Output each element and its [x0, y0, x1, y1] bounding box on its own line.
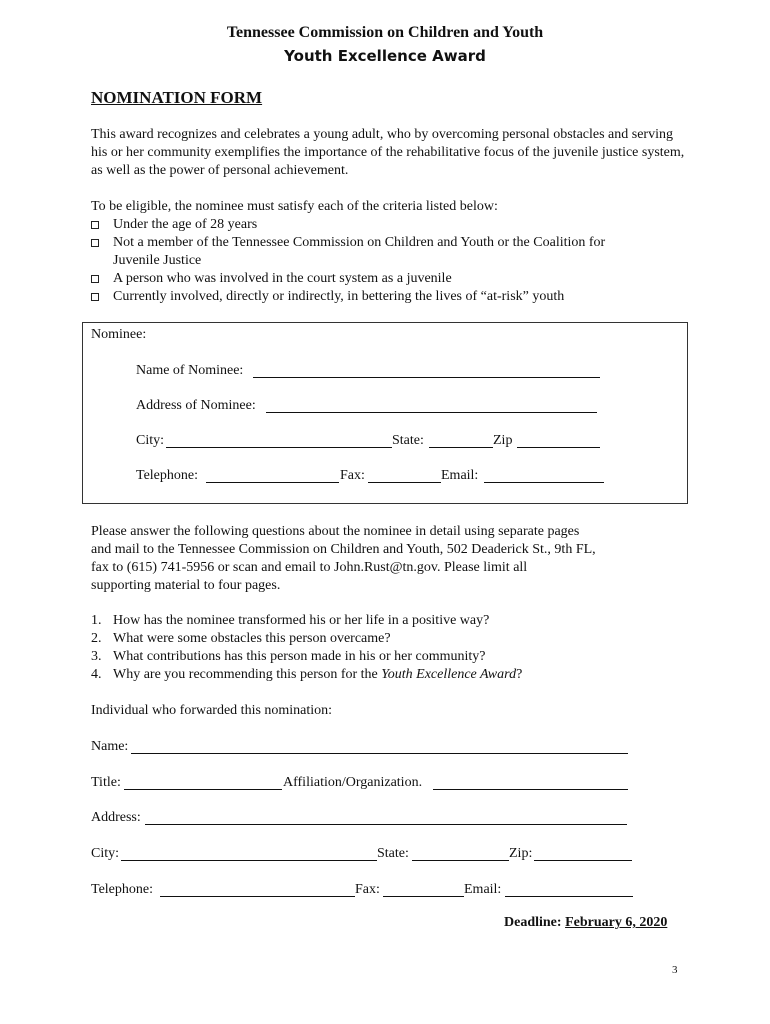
nominee-telephone-field[interactable]: [206, 482, 339, 483]
criteria-item: A person who was involved in the court system as a juvenile: [91, 270, 691, 288]
criteria-item: Currently involved, directly or indirectly, in bettering the lives of “at-risk” youth: [91, 288, 691, 306]
forwarder-heading: Individual who forwarded this nomination:: [91, 703, 333, 718]
nominee-heading: Nominee:: [91, 327, 147, 342]
forwarder-email-field[interactable]: [505, 896, 633, 897]
forwarder-zip-field[interactable]: [534, 860, 632, 861]
nominee-zip-label: Zip: [493, 433, 513, 448]
forwarder-title-label: Title:: [91, 775, 121, 790]
forwarder-city-label: City:: [91, 846, 120, 861]
criteria-item: Under the age of 28 years: [91, 216, 691, 234]
forwarder-fax-label: Fax:: [355, 882, 380, 897]
nominee-state-label: State:: [392, 433, 424, 448]
question-item: 4. Why are you recommending this person for the Youth Excellence Award?: [91, 667, 523, 682]
forwarder-state-field[interactable]: [412, 860, 509, 861]
nominee-telephone-label: Telephone:: [136, 468, 198, 483]
award-title: Youth Excellence Award: [284, 47, 486, 65]
forwarder-telephone-field[interactable]: [160, 896, 355, 897]
nominee-state-field[interactable]: [429, 447, 493, 448]
forwarder-title-field[interactable]: [124, 789, 282, 790]
checkbox-bullet-icon: [91, 293, 99, 301]
forwarder-name-field[interactable]: [131, 753, 628, 754]
eligibility-lead: To be eligible, the nominee must satisfy each of the criteria listed below:: [91, 199, 498, 214]
award-name-emphasis: Youth Excellence Award: [381, 667, 517, 682]
nominee-email-field[interactable]: [484, 482, 604, 483]
question-item: 3. What contributions has this person made in his or her community?: [91, 649, 486, 664]
forwarder-name-label: Name:: [91, 739, 129, 754]
forwarder-affiliation-field[interactable]: [433, 789, 628, 790]
nominee-city-field[interactable]: [166, 447, 392, 448]
nominee-address-field[interactable]: [266, 412, 597, 413]
forwarder-address-label: Address:: [91, 810, 141, 825]
org-title: Tennessee Commission on Children and Youth: [226, 24, 544, 41]
forwarder-zip-label: Zip:: [509, 846, 533, 861]
page-number: 3: [672, 964, 678, 976]
nominee-address-label: Address of Nominee:: [136, 398, 256, 413]
nominee-city-label: City:: [136, 433, 165, 448]
checkbox-bullet-icon: [91, 221, 99, 229]
deadline-label: Deadline:: [504, 915, 562, 930]
nominee-zip-field[interactable]: [517, 447, 600, 448]
question-item: 1. How has the nominee transformed his or her life in a positive way?: [91, 613, 490, 628]
nominee-name-label: Name of Nominee:: [136, 363, 244, 378]
forwarder-fax-field[interactable]: [383, 896, 464, 897]
instructions: Please answer the following questions about the nominee in detail using separate pages and mail to the Tennessee Commission on Children and Youth, 502 Deaderick St., 9th FL, fax to (615) 741-5956 or scan and email to John.Rust@tn.gov. Please limit all supporting material to four pages.: [91, 524, 596, 593]
forwarder-state-label: State:: [377, 846, 409, 861]
nominee-fax-label: Fax:: [340, 468, 365, 483]
criteria-item-continued: Juvenile Justice: [113, 253, 202, 268]
forwarder-telephone-label: Telephone:: [91, 882, 153, 897]
nominee-name-field[interactable]: [253, 377, 600, 378]
criteria-item: Not a member of the Tennessee Commission on Children and Youth or the Coalition for: [91, 234, 691, 252]
nominee-fax-field[interactable]: [368, 482, 441, 483]
forwarder-email-label: Email:: [464, 882, 502, 897]
deadline: [504, 915, 667, 931]
nominee-email-label: Email:: [441, 468, 479, 483]
intro-paragraph: This award recognizes and celebrates a young adult, who by overcoming personal obstacles and serving his or her community exemplifies the importance of the rehabilitative focus of the juvenile justice system, as well as the power of personal achievement.: [91, 127, 685, 178]
forwarder-address-field[interactable]: [145, 824, 627, 825]
deadline-date: February 6, 2020: [565, 915, 668, 930]
criteria-list: [91, 216, 691, 306]
forwarder-affiliation-label: Affiliation/Organization.: [283, 775, 423, 790]
checkbox-bullet-icon: [91, 239, 99, 247]
forwarder-city-field[interactable]: [121, 860, 377, 861]
question-item: 2. What were some obstacles this person overcame?: [91, 631, 391, 646]
nominee-box: [82, 322, 688, 504]
form-title: NOMINATION FORM: [91, 88, 263, 107]
checkbox-bullet-icon: [91, 275, 99, 283]
